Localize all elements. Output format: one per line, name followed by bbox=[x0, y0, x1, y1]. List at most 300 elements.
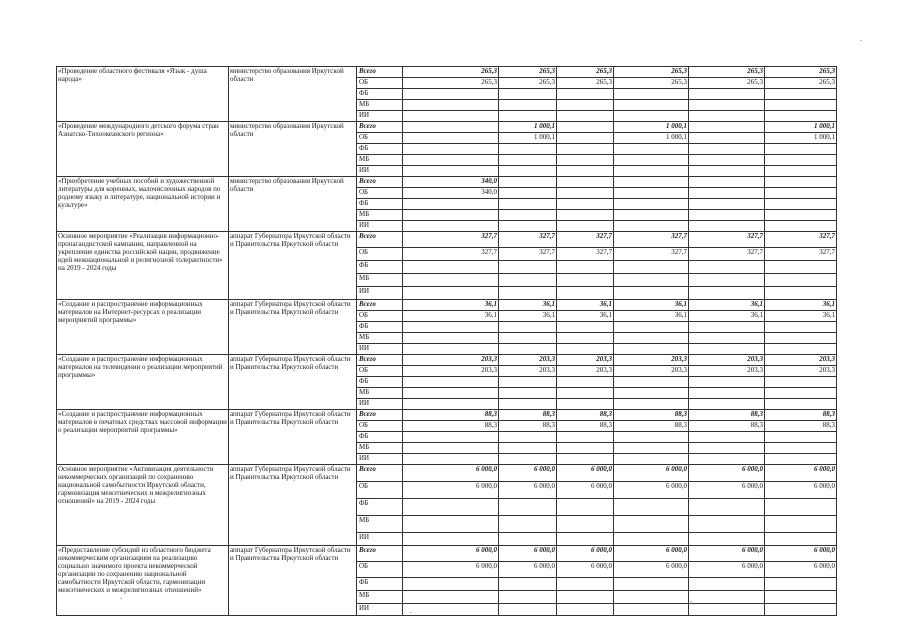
funding-source: ОБ bbox=[357, 421, 403, 432]
amount-cell: 6 000,0 bbox=[614, 482, 689, 499]
amount-cell: 6 000,0 bbox=[689, 562, 765, 578]
amount-cell bbox=[614, 454, 689, 465]
measure-name: «Приобретение учебных пособий и художественной литературы для коренных, малочисленных народов по родному языку и литературе, национальной истории и культуре» bbox=[57, 177, 229, 232]
amount-cell bbox=[403, 144, 499, 155]
amount-cell: 327,7 bbox=[499, 248, 557, 261]
amount-cell bbox=[614, 322, 689, 333]
amount-cell bbox=[557, 287, 614, 300]
amount-cell: 327,7 bbox=[403, 232, 499, 248]
amount-cell bbox=[499, 111, 557, 122]
funding-source: ИИ bbox=[357, 533, 403, 546]
funding-source: ОБ bbox=[357, 78, 403, 89]
amount-cell bbox=[403, 399, 499, 410]
amount-cell bbox=[689, 155, 765, 166]
amount-cell bbox=[557, 591, 614, 604]
amount-cell: 265,3 bbox=[614, 78, 689, 89]
funding-source: ОБ bbox=[357, 133, 403, 144]
table-row bbox=[57, 546, 837, 562]
amount-cell: 88,3 bbox=[499, 410, 557, 421]
amount-cell bbox=[689, 454, 765, 465]
amount-cell: 6 000,0 bbox=[557, 562, 614, 578]
amount-cell bbox=[557, 177, 614, 188]
funding-source: ИИ bbox=[357, 604, 403, 616]
amount-cell: 265,3 bbox=[403, 67, 499, 78]
funding-source: ФБ bbox=[357, 199, 403, 210]
responsible-org: аппарат Губернатора Иркутской области и Правительства Иркутской области bbox=[229, 232, 357, 300]
amount-cell: 88,3 bbox=[614, 421, 689, 432]
amount-cell bbox=[557, 210, 614, 221]
amount-cell bbox=[614, 166, 689, 177]
table-row bbox=[57, 177, 837, 188]
amount-cell: 203,3 bbox=[689, 355, 765, 366]
amount-cell bbox=[499, 604, 557, 616]
amount-cell: 327,7 bbox=[499, 232, 557, 248]
amount-cell: 88,3 bbox=[403, 421, 499, 432]
amount-cell: 36,1 bbox=[765, 311, 837, 322]
amount-cell: 88,3 bbox=[689, 410, 765, 421]
amount-cell bbox=[689, 443, 765, 454]
amount-cell bbox=[614, 89, 689, 100]
funding-source: Всего bbox=[357, 465, 403, 482]
amount-cell bbox=[614, 155, 689, 166]
amount-cell: 1 000,1 bbox=[614, 122, 689, 133]
amount-cell: 203,3 bbox=[614, 355, 689, 366]
amount-cell bbox=[403, 166, 499, 177]
funding-source: МБ bbox=[357, 516, 403, 533]
measure-name: «Проведение международного детского форума стран Азиатско-Тихоокеанского региона» bbox=[57, 122, 229, 177]
amount-cell: 327,7 bbox=[765, 232, 837, 248]
amount-cell: 1 000,1 bbox=[614, 133, 689, 144]
amount-cell bbox=[614, 188, 689, 199]
amount-cell bbox=[614, 210, 689, 221]
measure-name: Основное мероприятие «Активизация деятельности некоммерческих организаций по сохранению национальной самобытности Иркутской области, гармонизация межэтнических и межрелигиозных отношений» на 2019 - 2024 годы bbox=[57, 465, 229, 546]
amount-cell: 203,3 bbox=[765, 355, 837, 366]
amount-cell: 203,3 bbox=[403, 366, 499, 377]
funding-source: МБ bbox=[357, 155, 403, 166]
amount-cell bbox=[614, 261, 689, 274]
amount-cell: 6 000,0 bbox=[614, 562, 689, 578]
funding-source: ОБ bbox=[357, 482, 403, 499]
amount-cell bbox=[499, 432, 557, 443]
amount-cell bbox=[765, 578, 837, 591]
table-row bbox=[57, 465, 837, 482]
amount-cell: 327,7 bbox=[614, 232, 689, 248]
amount-cell bbox=[557, 155, 614, 166]
amount-cell: 203,3 bbox=[765, 366, 837, 377]
amount-cell: 265,3 bbox=[557, 78, 614, 89]
amount-cell bbox=[499, 322, 557, 333]
amount-cell: 1 000,1 bbox=[499, 122, 557, 133]
funding-source: МБ bbox=[357, 274, 403, 287]
amount-cell bbox=[557, 133, 614, 144]
measure-name: «Создание и распространение информационных материалов в печатных средствах массовой информации о реализации мероприятий программы» bbox=[57, 410, 229, 465]
amount-cell bbox=[765, 100, 837, 111]
responsible-org: аппарат Губернатора Иркутской области и Правительства Иркутской области bbox=[229, 355, 357, 410]
amount-cell: 36,1 bbox=[689, 311, 765, 322]
amount-cell: 6 000,0 bbox=[403, 546, 499, 562]
funding-source: ОБ bbox=[357, 248, 403, 261]
amount-cell bbox=[499, 155, 557, 166]
funding-source: ФБ bbox=[357, 261, 403, 274]
funding-source: ФБ bbox=[357, 89, 403, 100]
amount-cell: 265,3 bbox=[765, 67, 837, 78]
funding-source: МБ bbox=[357, 388, 403, 399]
amount-cell bbox=[403, 432, 499, 443]
amount-cell bbox=[689, 432, 765, 443]
amount-cell: 36,1 bbox=[557, 311, 614, 322]
amount-cell bbox=[689, 499, 765, 516]
measure-name: «Проведение областного фестиваля «Язык - душа народа» bbox=[57, 67, 229, 122]
amount-cell: 6 000,0 bbox=[765, 465, 837, 482]
funding-source: ИИ bbox=[357, 111, 403, 122]
amount-cell bbox=[765, 89, 837, 100]
amount-cell bbox=[614, 443, 689, 454]
amount-cell bbox=[557, 454, 614, 465]
budget-table bbox=[56, 66, 837, 616]
amount-cell bbox=[614, 591, 689, 604]
amount-cell bbox=[614, 100, 689, 111]
amount-cell: 36,1 bbox=[499, 300, 557, 311]
amount-cell bbox=[614, 287, 689, 300]
amount-cell bbox=[689, 344, 765, 355]
amount-cell: 36,1 bbox=[614, 300, 689, 311]
amount-cell bbox=[689, 287, 765, 300]
amount-cell: 88,3 bbox=[557, 410, 614, 421]
funding-source: ОБ bbox=[357, 188, 403, 199]
table-row bbox=[57, 410, 837, 421]
amount-cell bbox=[765, 333, 837, 344]
amount-cell: 265,3 bbox=[557, 67, 614, 78]
amount-cell: 6 000,0 bbox=[557, 465, 614, 482]
scan-speck bbox=[690, 601, 692, 602]
amount-cell bbox=[557, 443, 614, 454]
amount-cell bbox=[614, 578, 689, 591]
amount-cell: 1 000,1 bbox=[765, 122, 837, 133]
responsible-org: аппарат Губернатора Иркутской области и Правительства Иркутской области bbox=[229, 546, 357, 616]
amount-cell bbox=[689, 516, 765, 533]
funding-source: МБ bbox=[357, 591, 403, 604]
funding-source: ИИ bbox=[357, 166, 403, 177]
amount-cell bbox=[557, 399, 614, 410]
amount-cell: 265,3 bbox=[614, 67, 689, 78]
scan-speck bbox=[410, 612, 412, 613]
amount-cell: 6 000,0 bbox=[765, 482, 837, 499]
measure-name: Основное мероприятие «Реализация информационно-пропагандистской кампании, направленной на укрепление единства российской нации, продвижение идей межнациональной и религиозной толерантности» на 2019 - 2024 годы bbox=[57, 232, 229, 300]
amount-cell bbox=[765, 443, 837, 454]
amount-cell bbox=[499, 166, 557, 177]
amount-cell bbox=[689, 221, 765, 232]
amount-cell bbox=[765, 261, 837, 274]
amount-cell bbox=[765, 210, 837, 221]
amount-cell bbox=[499, 188, 557, 199]
funding-source: ОБ bbox=[357, 311, 403, 322]
amount-cell: 340,0 bbox=[403, 177, 499, 188]
amount-cell: 6 000,0 bbox=[614, 546, 689, 562]
amount-cell bbox=[765, 322, 837, 333]
amount-cell: 203,3 bbox=[403, 355, 499, 366]
amount-cell bbox=[765, 591, 837, 604]
amount-cell bbox=[557, 377, 614, 388]
amount-cell: 36,1 bbox=[403, 311, 499, 322]
amount-cell bbox=[557, 199, 614, 210]
funding-source: ОБ bbox=[357, 562, 403, 578]
amount-cell bbox=[614, 333, 689, 344]
amount-cell bbox=[499, 344, 557, 355]
amount-cell: 327,7 bbox=[765, 248, 837, 261]
amount-cell bbox=[499, 199, 557, 210]
amount-cell bbox=[403, 604, 499, 616]
amount-cell bbox=[614, 199, 689, 210]
amount-cell: 265,3 bbox=[403, 78, 499, 89]
amount-cell bbox=[614, 533, 689, 546]
amount-cell bbox=[499, 454, 557, 465]
amount-cell: 1 000,1 bbox=[499, 133, 557, 144]
amount-cell bbox=[765, 377, 837, 388]
funding-source: Всего bbox=[357, 355, 403, 366]
budget-table-body bbox=[57, 67, 837, 616]
amount-cell bbox=[557, 89, 614, 100]
table-row bbox=[57, 232, 837, 248]
amount-cell: 6 000,0 bbox=[689, 546, 765, 562]
amount-cell bbox=[689, 274, 765, 287]
amount-cell: 88,3 bbox=[403, 410, 499, 421]
amount-cell bbox=[614, 344, 689, 355]
amount-cell: 6 000,0 bbox=[403, 465, 499, 482]
amount-cell bbox=[557, 344, 614, 355]
funding-source: ФБ bbox=[357, 432, 403, 443]
funding-source: ИИ bbox=[357, 454, 403, 465]
amount-cell bbox=[557, 274, 614, 287]
amount-cell bbox=[403, 133, 499, 144]
amount-cell bbox=[403, 516, 499, 533]
funding-source: Всего bbox=[357, 122, 403, 133]
amount-cell bbox=[689, 210, 765, 221]
funding-source: ОБ bbox=[357, 366, 403, 377]
funding-source: ФБ bbox=[357, 322, 403, 333]
funding-source: Всего bbox=[357, 300, 403, 311]
amount-cell bbox=[557, 100, 614, 111]
amount-cell bbox=[614, 177, 689, 188]
amount-cell bbox=[765, 166, 837, 177]
amount-cell bbox=[557, 221, 614, 232]
funding-source: ИИ bbox=[357, 287, 403, 300]
amount-cell: 6 000,0 bbox=[403, 562, 499, 578]
amount-cell: 327,7 bbox=[557, 232, 614, 248]
amount-cell bbox=[765, 199, 837, 210]
amount-cell: 203,3 bbox=[499, 366, 557, 377]
amount-cell bbox=[689, 533, 765, 546]
amount-cell bbox=[689, 166, 765, 177]
amount-cell bbox=[765, 111, 837, 122]
amount-cell bbox=[765, 533, 837, 546]
responsible-org: аппарат Губернатора Иркутской области и Правительства Иркутской области bbox=[229, 410, 357, 465]
amount-cell bbox=[499, 261, 557, 274]
amount-cell bbox=[499, 333, 557, 344]
responsible-org: министерство образования Иркутской области bbox=[229, 67, 357, 122]
amount-cell bbox=[499, 177, 557, 188]
table-row bbox=[57, 122, 837, 133]
amount-cell bbox=[557, 261, 614, 274]
amount-cell bbox=[499, 388, 557, 399]
amount-cell bbox=[689, 388, 765, 399]
amount-cell bbox=[403, 122, 499, 133]
amount-cell bbox=[614, 399, 689, 410]
amount-cell bbox=[765, 155, 837, 166]
amount-cell bbox=[765, 274, 837, 287]
funding-source: ИИ bbox=[357, 344, 403, 355]
amount-cell bbox=[499, 210, 557, 221]
amount-cell bbox=[403, 221, 499, 232]
responsible-org: министерство образования Иркутской области bbox=[229, 122, 357, 177]
amount-cell bbox=[557, 144, 614, 155]
amount-cell: 36,1 bbox=[689, 300, 765, 311]
amount-cell bbox=[689, 604, 765, 616]
amount-cell bbox=[403, 155, 499, 166]
amount-cell: 265,3 bbox=[765, 78, 837, 89]
amount-cell bbox=[499, 144, 557, 155]
amount-cell bbox=[689, 133, 765, 144]
amount-cell: 327,7 bbox=[557, 248, 614, 261]
amount-cell bbox=[499, 578, 557, 591]
funding-source: Всего bbox=[357, 67, 403, 78]
scan-speck bbox=[860, 40, 862, 41]
table-row bbox=[57, 67, 837, 78]
amount-cell bbox=[557, 111, 614, 122]
amount-cell bbox=[765, 604, 837, 616]
amount-cell bbox=[765, 516, 837, 533]
amount-cell bbox=[403, 100, 499, 111]
amount-cell: 203,3 bbox=[614, 366, 689, 377]
funding-source: Всего bbox=[357, 410, 403, 421]
amount-cell bbox=[403, 591, 499, 604]
amount-cell bbox=[557, 166, 614, 177]
amount-cell bbox=[765, 188, 837, 199]
amount-cell: 36,1 bbox=[499, 311, 557, 322]
measure-name: «Создание и распространение информационных материалов на Интернет-ресурсах о реализации мероприятий программы» bbox=[57, 300, 229, 355]
amount-cell: 1 000,1 bbox=[765, 133, 837, 144]
amount-cell bbox=[403, 89, 499, 100]
amount-cell bbox=[403, 533, 499, 546]
amount-cell: 6 000,0 bbox=[499, 482, 557, 499]
amount-cell bbox=[614, 274, 689, 287]
funding-source: МБ bbox=[357, 333, 403, 344]
amount-cell bbox=[403, 578, 499, 591]
amount-cell bbox=[765, 499, 837, 516]
amount-cell bbox=[614, 432, 689, 443]
amount-cell bbox=[765, 454, 837, 465]
amount-cell: 36,1 bbox=[614, 311, 689, 322]
amount-cell bbox=[403, 274, 499, 287]
amount-cell bbox=[557, 388, 614, 399]
amount-cell: 203,3 bbox=[557, 366, 614, 377]
amount-cell bbox=[403, 454, 499, 465]
amount-cell bbox=[689, 144, 765, 155]
amount-cell bbox=[614, 111, 689, 122]
amount-cell: 203,3 bbox=[499, 355, 557, 366]
amount-cell bbox=[689, 377, 765, 388]
amount-cell bbox=[403, 499, 499, 516]
amount-cell bbox=[499, 499, 557, 516]
funding-source: ИИ bbox=[357, 399, 403, 410]
table-row bbox=[57, 355, 837, 366]
amount-cell bbox=[499, 221, 557, 232]
amount-cell bbox=[403, 287, 499, 300]
amount-cell bbox=[765, 177, 837, 188]
amount-cell bbox=[403, 199, 499, 210]
table-row bbox=[57, 300, 837, 311]
amount-cell: 88,3 bbox=[499, 421, 557, 432]
responsible-org: министерство образования Иркутской области bbox=[229, 177, 357, 232]
amount-cell: 327,7 bbox=[689, 232, 765, 248]
amount-cell bbox=[403, 344, 499, 355]
amount-cell: 6 000,0 bbox=[557, 482, 614, 499]
amount-cell bbox=[689, 100, 765, 111]
amount-cell: 88,3 bbox=[557, 421, 614, 432]
amount-cell bbox=[557, 604, 614, 616]
amount-cell bbox=[403, 443, 499, 454]
amount-cell bbox=[499, 591, 557, 604]
amount-cell: 36,1 bbox=[557, 300, 614, 311]
amount-cell bbox=[689, 89, 765, 100]
amount-cell bbox=[689, 122, 765, 133]
amount-cell bbox=[614, 499, 689, 516]
funding-source: МБ bbox=[357, 443, 403, 454]
amount-cell bbox=[689, 199, 765, 210]
amount-cell bbox=[499, 533, 557, 546]
amount-cell bbox=[614, 377, 689, 388]
amount-cell bbox=[403, 111, 499, 122]
amount-cell: 6 000,0 bbox=[499, 546, 557, 562]
amount-cell bbox=[614, 221, 689, 232]
amount-cell bbox=[499, 443, 557, 454]
funding-source: МБ bbox=[357, 100, 403, 111]
measure-name: «Предоставление субсидий из областного бюджета некоммерческим организациям на реализацию социально значимого проекта некоммерческой организации по сохранению национальной самобытности Иркутской области, гармонизации межэтнических и межрелигиозных отношений» bbox=[57, 546, 229, 616]
amount-cell bbox=[557, 333, 614, 344]
amount-cell bbox=[765, 221, 837, 232]
amount-cell bbox=[499, 516, 557, 533]
amount-cell bbox=[499, 100, 557, 111]
amount-cell bbox=[765, 344, 837, 355]
amount-cell: 88,3 bbox=[765, 421, 837, 432]
amount-cell: 6 000,0 bbox=[689, 482, 765, 499]
amount-cell bbox=[765, 287, 837, 300]
amount-cell bbox=[689, 261, 765, 274]
amount-cell: 6 000,0 bbox=[765, 546, 837, 562]
amount-cell bbox=[499, 399, 557, 410]
amount-cell bbox=[689, 111, 765, 122]
amount-cell bbox=[614, 144, 689, 155]
amount-cell: 88,3 bbox=[614, 410, 689, 421]
amount-cell bbox=[689, 399, 765, 410]
responsible-org: аппарат Губернатора Иркутской области и Правительства Иркутской области bbox=[229, 465, 357, 546]
amount-cell bbox=[689, 188, 765, 199]
amount-cell bbox=[557, 188, 614, 199]
amount-cell bbox=[614, 516, 689, 533]
amount-cell bbox=[557, 432, 614, 443]
amount-cell: 327,7 bbox=[614, 248, 689, 261]
amount-cell bbox=[557, 533, 614, 546]
amount-cell: 265,3 bbox=[689, 67, 765, 78]
amount-cell bbox=[689, 333, 765, 344]
amount-cell bbox=[403, 377, 499, 388]
amount-cell bbox=[689, 578, 765, 591]
amount-cell bbox=[765, 144, 837, 155]
amount-cell: 327,7 bbox=[403, 248, 499, 261]
amount-cell: 36,1 bbox=[765, 300, 837, 311]
amount-cell bbox=[765, 399, 837, 410]
amount-cell: 203,3 bbox=[557, 355, 614, 366]
amount-cell bbox=[614, 604, 689, 616]
